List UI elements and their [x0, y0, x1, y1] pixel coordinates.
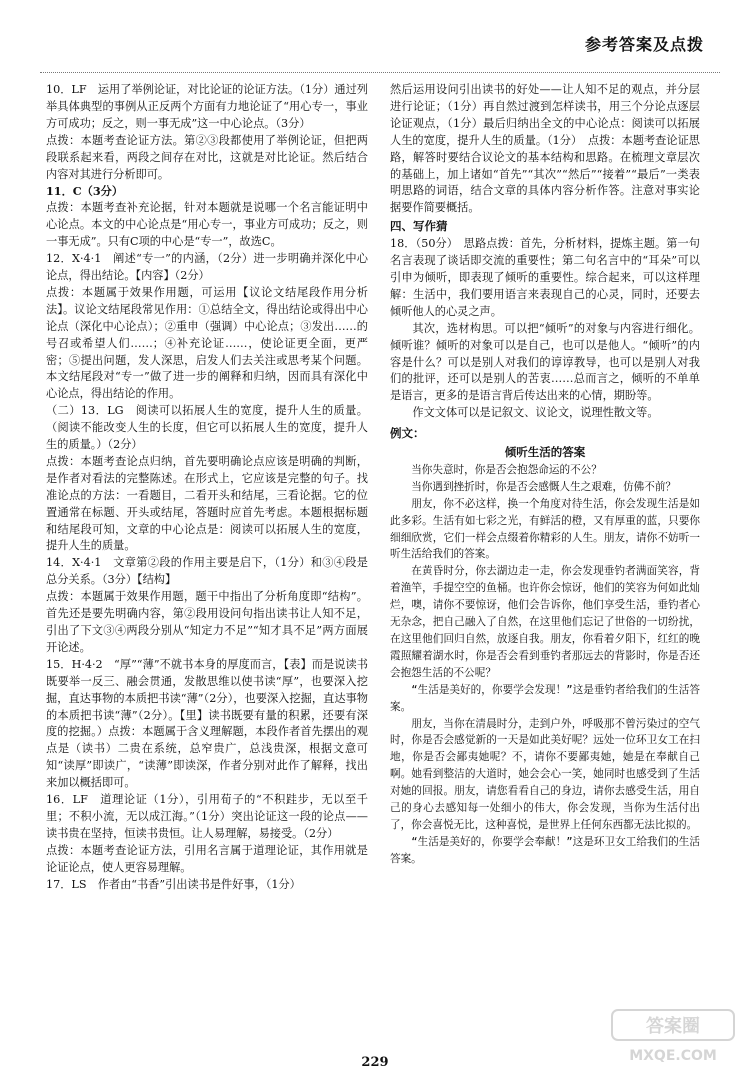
page-number: 229: [361, 1055, 389, 1070]
left-column: [46, 82, 368, 894]
answer-11: 11．C（3分）: [46, 184, 124, 199]
answer-15: 15．H·4·2 “厚”“薄”不就书本身的厚度而言，【表】而是说读书既要举一反三、融会贯通，发散思维以使书读“厚”，也要深入挖掘，直达事物的本质把书读“薄”（2分），也要深入挖掘，直达事物的本质把书读“薄”（2分）。【里】读书既要有量的积累，还要有深度的挖掘。）点拨：本题属于含义理解题，本段作者首先摆出的观点是（读书）二贵在系统，总窄贵广，总浅贵深，根据文意可知“读厚”即读广，“读薄”即读深，作者分别对此作了解释，找出来加以概括即可。: [46, 657, 368, 790]
watermark-logo: [610, 1008, 736, 1066]
answer-16: 16．LF 道理论证（1分），引用荀子的“不积跬步，无以至千里；不积小流，无以成江海。”（1分）突出论证这一段的论点——读书贵在坚持，恒读书贵恒。让人易理解，易接受。（2分）: [46, 793, 368, 840]
answer-13: （二）13．LG 阅读可以拓展人生的宽度，提升人生的质量。（阅读不能改变人生的长度，但它可以拓展人生的宽度，提升人生的质量。）（2分）: [46, 404, 368, 452]
tip-10: 点拨：本题考查论证方法。第②③段都使用了举例论证，但把两段联系起来看，两段之间存在对比，这就是对比论证。然后结合内容对其进行分析即可。: [46, 133, 368, 181]
answer-10: 10．LF 运用了举例论证，对比论证的论证方法。（1分）通过列举具体典型的事例从正反两个方面有力地论证了“用心专一，事业方可成功；反之，则一事无成”这一中心论点。（3分）: [46, 83, 368, 130]
tip-16: 点拨：本题考查论证方法，引用名言属于道理论证，其作用就是论证论点，使人更容易理解。: [46, 843, 368, 874]
essay-paragraph: 当你失意时，你是否会抱怨命运的不公？: [411, 463, 602, 476]
svg-text:MXQE.COM: MXQE.COM: [629, 1048, 717, 1064]
answer-18-para3: 作文文体可以是记叙文、议论文，说理性散文等。: [412, 406, 659, 420]
section-heading-writing: 四、写作猜: [390, 219, 448, 234]
answer-17: 17．LS 作者由“书香”引出读书是件好事，（1分）: [46, 877, 301, 891]
tip-13: 点拨：本题考查论点归纳，首先要明确论点应该是明确的判断，是作者对看法的完整陈述。在形式上，它应该是完整的句子。找准论点的方法：一看题目，二看开头和结尾，三看论据。它的位置通常在标题、开头或结尾，答题时应首先考虑。本题根据标题和结尾段可知，文章的中心论点是：阅读可以拓展人生的宽度，提升人生的质量。: [46, 454, 368, 553]
right-column: [390, 82, 700, 868]
essay-title: 倾听生活的答案: [504, 445, 586, 460]
svg-text:答案圈: 答案圈: [646, 1016, 700, 1037]
header-title: 参考答案及点拨: [584, 35, 704, 54]
header-divider: [40, 72, 720, 73]
example-essay: [390, 444, 700, 868]
essay-paragraph: 朋友，你不必这样，换一个角度对待生活，你会发现生活是如此多彩。生活有如七彩之光，有鲜活的橙，又有厚重的蓝，只要你细细欣赏，它们一样会点缀着你精彩的人生。朋友，请你不妨听一听生活给我们的答案。: [390, 497, 700, 561]
essay-paragraph: 朋友，当你在清晨时分，走到户外，呼吸那不曾污染过的空气时，你是否会感觉新的一天是如此美好呢？远处一位环卫女工在扫地，你是否会鄙夷她呢？不，请你不要鄙夷她，她是在奉献自己啊。她看到整洁的大道时，她会会心一笑，她同时也感受到了生活对她的回报。朋友，请您看看自己的身边，请你去感受生活，用自己的身心去感知每一处细小的伟大，你会发现，当你为生活付出了，你会喜悦无比，这种喜悦，是世界上任何东西都无法比拟的。: [390, 717, 700, 831]
tip-11: 点拨：本题考查补充论据，针对本题就是说哪一个名言能证明中心论点。本文的中心论点是“用心专一，事业方可成功；反之，则一事无成”。只有C项的中心是“专一”，故选C。: [46, 201, 368, 249]
answer-18-para2: 其次，选材构思。可以把“倾听”的对象与内容进行细化。倾听谁？倾听的对象可以是自己，也可以是他人。“倾听”的内容是什么？可以是别人对我们的谆谆教导，也可以是别人对我们的批评，还可以是别人的苦衷……总而言之，倾听的不单单是语言，更多的是语言背后传达出来的心情，期盼等。: [390, 321, 700, 403]
answer-12: 12．X·4·1 阐述“专一”的内涵，（2分）进一步明确并深化中心论点，得出结论。【内容】（2分）: [46, 252, 368, 282]
page-header: [0, 6, 750, 62]
essay-paragraph: “生活是美好的，你要学会奉献！”这是环卫女工给我们的生活答案。: [390, 835, 700, 865]
tip-12: 点拨：本题属于效果作用题，可运用【议论文结尾段作用分析法】。议论文结尾段常见作用：①总结全文，得出结论或得出中心论点（深化中心论点）；②重申（强调）中心论点；③发出……的号召或希望人们……；④补充论证……，使论证更全面，更严密；⑤提出问题，发人深思，启发人们去关注或思考某个问题。本文结尾段对“专一”做了进一步的阐释和归纳，因而具有深化中心论点，得出结论的作用。: [46, 285, 368, 401]
answer-18-intro: 18．（50分） 思路点拨：首先，分析材料，提炼主题。第一句名言表现了谈话即交流的重要性；第二句名言中的“耳朵”可以引申为倾听，即表现了倾听的重要性。综合起来，可以这样理解：生活中，我们要用语言来表现自己的心灵，同时，还要去倾听他人的心灵之声。: [390, 237, 700, 318]
example-label: 例文：: [390, 426, 425, 441]
answer-14: 14．X·4·1 文章第②段的作用主要是启下，（1分）和③④段是总分关系。（3分）【结构】: [46, 556, 368, 587]
tip-14: 点拨：本题属于效果作用题，题干中指出了分析角度即“结构”。首先还是要先明确内容，第②段用设问句指出读书让人知不足，引出了下文③④两段分别从“知定力不足”“知才具不足”两方面展开论述。: [46, 590, 368, 654]
essay-paragraph: “生活是美好的，你要学会发现！”这是垂钓者给我们的生活答案。: [390, 683, 700, 713]
essay-paragraph: 在黄昏时分，你去湖边走一走，你会发现垂钓者满面笑容，背着渔竿，手提空空的鱼桶。也许你会惊讶，他们的笑容为何如此灿烂，噢，请你不要惊讶，他们会告诉你，他们享受生活，垂钓者心无杂念，把自己融入了自然，在这里他们忘记了世俗的一切纷扰，在这里他们回归自然，放逐自我。朋友，你看着夕阳下，红红的晚霞照耀着湖水时，你是否会看到垂钓者那远去的背影时，你是否还会抱怨生活的不公呢？: [390, 565, 700, 679]
answer-17-continued: 然后运用设问引出读书的好处——让人知不足的观点，并分层进行论证；（1分）再自然过渡到怎样读书，用三个分论点逐层论证观点，（1分）最后归纳出全文的中心论点：阅读可以拓展人生的宽度，提升人生的质量。（1分） 点拨：本题考查论证思路，解答时要结合议论文的基本结构和思路。在梳理文章层次的基础上，加上诸如“首先”“其次”“然后”“接着”“最后”一类表明思路的词语，结合文章的具体内容分析作答。注意对事实论据要作简要概括。: [390, 83, 700, 215]
essay-paragraph: 当你遇到挫折时，你是否会感慨人生之艰难，仿佛不前？: [411, 480, 677, 493]
